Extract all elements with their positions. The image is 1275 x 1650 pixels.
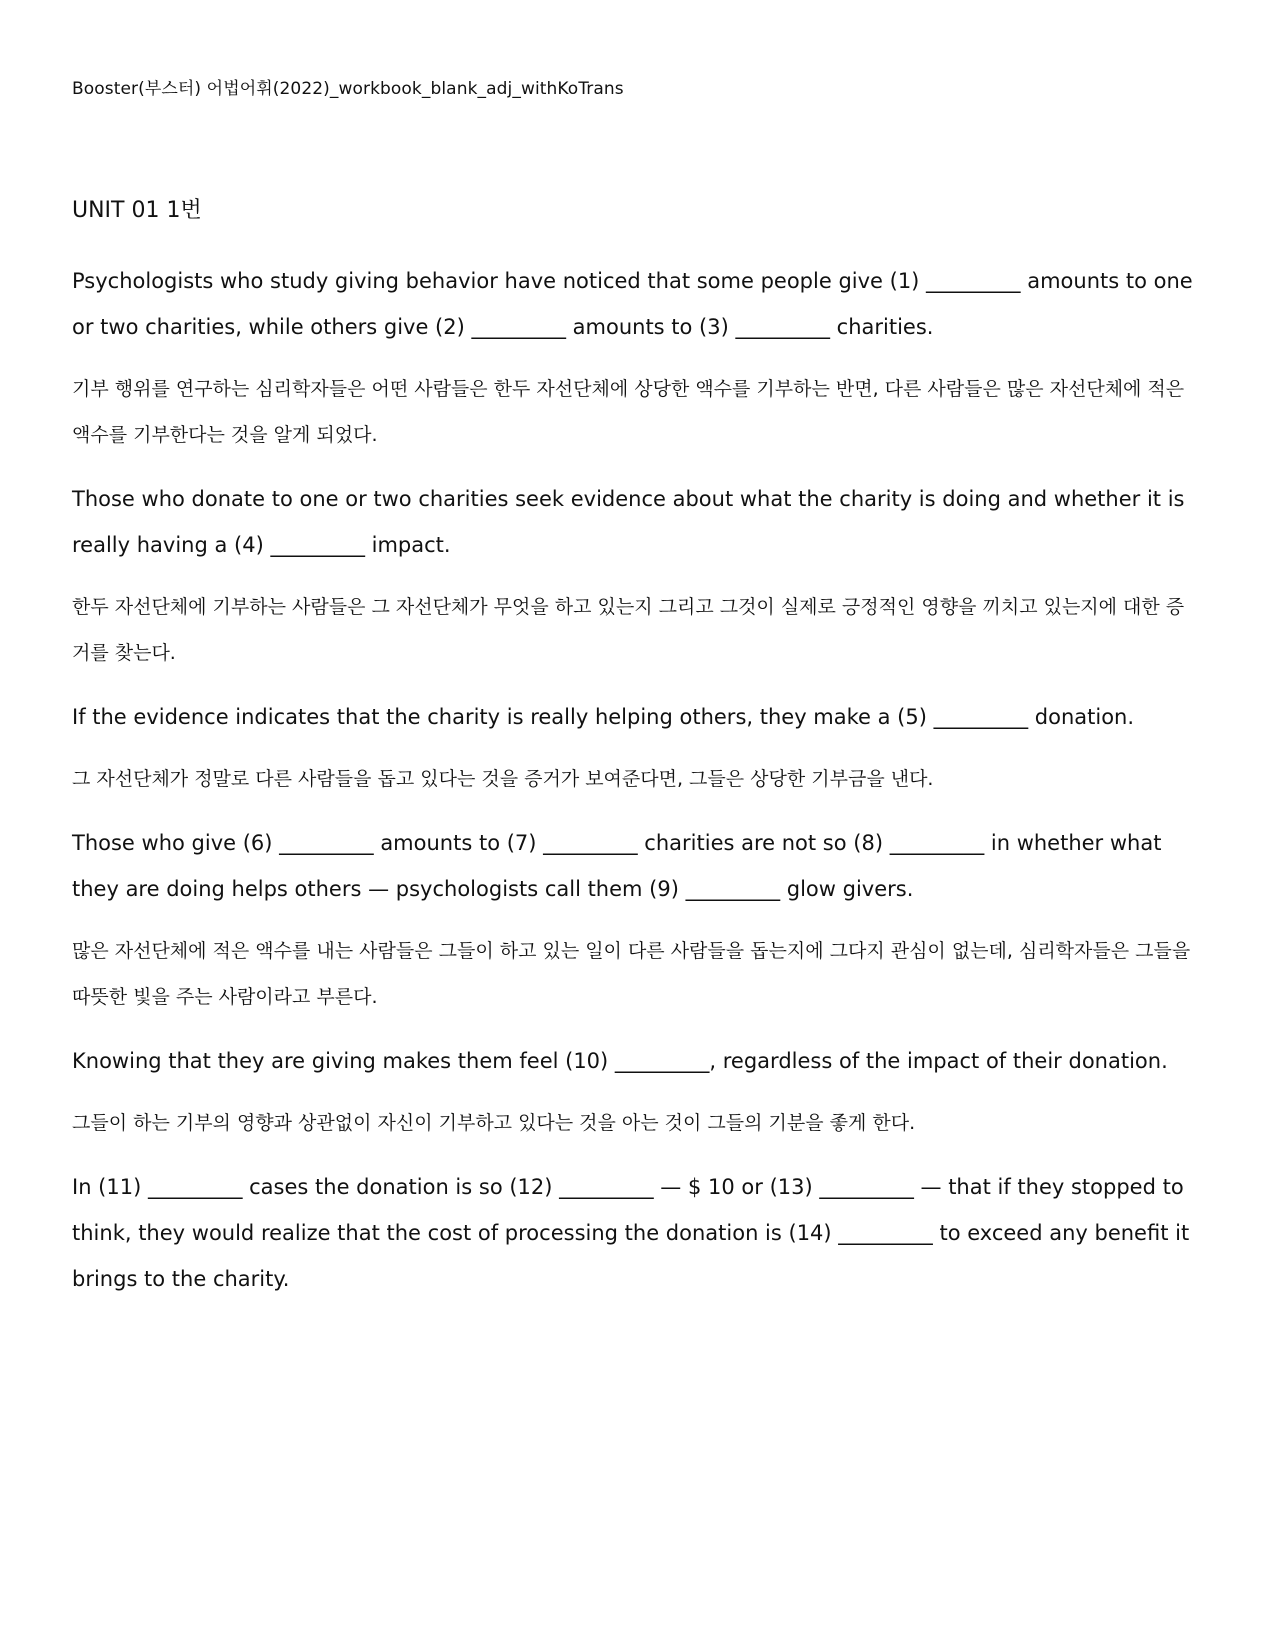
korean-translation-2: 한두 자선단체에 기부하는 사람들은 그 자선단체가 무엇을 하고 있는지 그리고 그것이 실제로 긍정적인 영향을 끼치고 있는지에 대한 증거를 찾는다.	[72, 596, 1185, 664]
document-header: Booster(부스터) 어법어휘(2022)_workbook_blank_adj_withKoTrans	[72, 79, 624, 99]
english-sentence-5: Knowing that they are giving makes them feel (10) _________, regardless of the impact of their donation.	[72, 1049, 1168, 1073]
korean-translation-4: 많은 자선단체에 적은 액수를 내는 사람들은 그들이 하고 있는 일이 다른 사람들을 돕는지에 그다지 관심이 없는데, 심리학자들은 그들을 따뜻한 빛을 주는 사람이라고 부른다.	[72, 940, 1191, 1008]
english-sentence-1: Psychologists who study giving behavior have noticed that some people give (1) _________ amounts to one or two charities, while others give (2) _________ amounts to (3) _________ charities.	[72, 269, 1193, 339]
korean-translation-5: 그들이 하는 기부의 영향과 상관없이 자신이 기부하고 있다는 것을 아는 것이 그들의 기분을 좋게 한다.	[72, 1112, 916, 1134]
english-sentence-3: If the evidence indicates that the charity is really helping others, they make a (5) _________ donation.	[72, 705, 1135, 729]
korean-translation-3: 그 자선단체가 정말로 다른 사람들을 돕고 있다는 것을 증거가 보여준다면, 그들은 상당한 기부금을 낸다.	[72, 768, 934, 790]
passage-content	[72, 258, 1202, 1318]
korean-translation-1: 기부 행위를 연구하는 심리학자들은 어떤 사람들은 한두 자선단체에 상당한 액수를 기부하는 반면, 다른 사람들은 많은 자선단체에 적은 액수를 기부한다는 것을 알게 되었다.	[72, 378, 1185, 446]
english-sentence-6: In (11) _________ cases the donation is so (12) _________ — $ 10 or (13) _________ — that if they stopped to think, they would realize that the cost of processing the donation is (14) _________ to exceed any benefit it brings to the charity.	[72, 1175, 1190, 1291]
english-sentence-4: Those who give (6) _________ amounts to (7) _________ charities are not so (8) _________ in whether what they are doing helps others — psychologists call them (9) _________ glow givers.	[72, 831, 1162, 901]
unit-title: UNIT 01 1번	[72, 198, 202, 223]
english-sentence-2: Those who donate to one or two charities seek evidence about what the charity is doing and whether it is really having a (4) _________ impact.	[72, 487, 1185, 557]
